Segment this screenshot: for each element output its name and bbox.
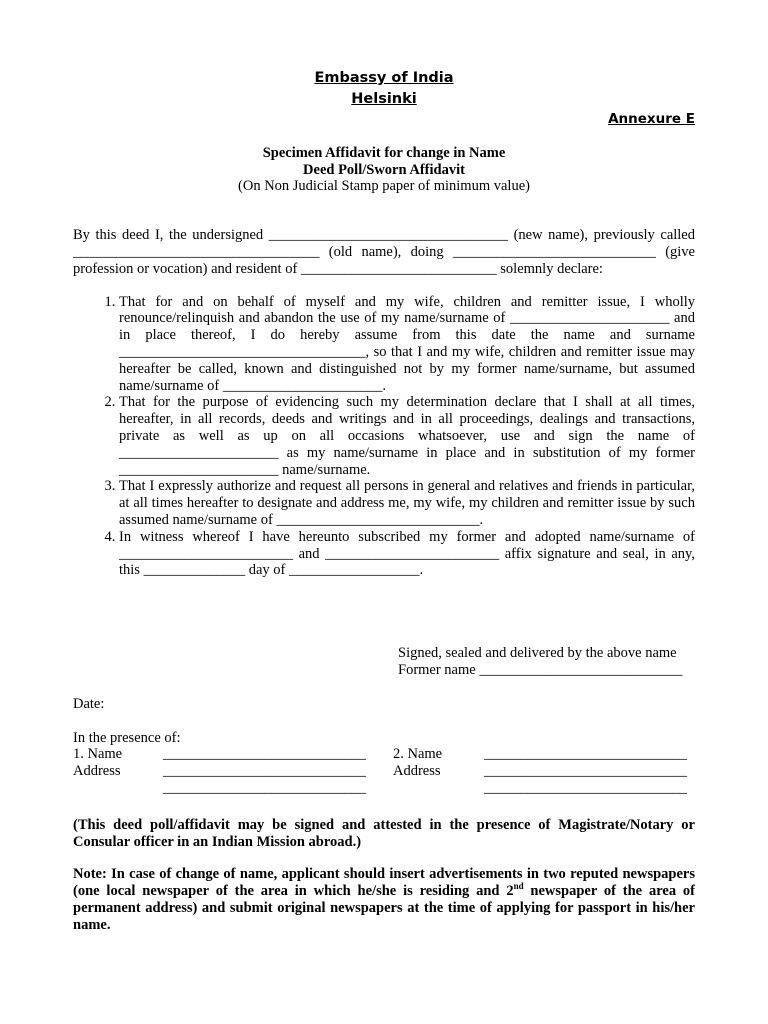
witness1-address-blank: ____________________________	[163, 763, 366, 780]
note-text-2: newspaper of the area of permanent address) and submit original newspapers at the time of applying for passport in his/her name.	[73, 883, 695, 933]
witness1-address-label: Address	[73, 763, 121, 780]
intro-paragraph: By this deed I, the undersigned _________________________________ (new name), previously called __________________________________ (old name), doing ____________________________ (give profession or vocation) and resident of ___________________________ solemnly declare:	[73, 227, 695, 277]
presence-label: In the presence of:	[73, 729, 181, 746]
witness1-name-blank: ____________________________	[163, 746, 366, 763]
declaration-item-1: 1. That for and on behalf of myself and my wife, children and remitter issue, I wholly renounce/relinquish and abandon the use of my name/surname of ______________________ and in place thereof, I do hereby assume from this date the name and surname __________________________________, so that I and my wife, children and remitter issue may hereafter be called, known and distinguished not by my former name/surname, but assumed name/surname of ______________________.	[119, 294, 695, 395]
former-name-line: Former name ____________________________	[398, 661, 683, 678]
witness1-address-blank-2: ____________________________	[163, 779, 366, 796]
witness2-address-blank: ____________________________	[484, 763, 687, 780]
signed-line: Signed, sealed and delivered by the above name	[398, 645, 677, 662]
attestation-note: (This deed poll/affidavit may be signed and attested in the presence of Magistrate/Notary or Consular officer in an Indian Mission abroad.)	[73, 816, 695, 850]
signature-block	[398, 645, 695, 679]
witness1-name-label: 1. Name	[73, 746, 123, 763]
embassy-title: Embassy of India	[314, 70, 454, 86]
witness2-address-label: Address	[393, 763, 441, 780]
declaration-item-3: 3. That I expressly authorize and request all persons in general and relatives and friends in particular, at all times hereafter to designate and address me, my wife, my children and remitter issue by such assumed name/surname of ____________________________.	[119, 478, 695, 528]
date-label: Date:	[73, 695, 105, 712]
document-page	[73, 68, 695, 933]
declaration-list	[73, 294, 695, 580]
witness2-name-label: 2. Name	[393, 746, 443, 763]
declaration-item-2: 2. That for the purpose of evidencing such my determination declare that I shall at all times, hereafter, in all records, deeds and writings and in all proceedings, dealings and transactions, private as well as up on all occasions whatsoever, use and sign the name of ______________________ as my name/surname in place and in substitution of my former ______________________ name/surname.	[119, 394, 695, 478]
title-line-3: (On Non Judicial Stamp paper of minimum value)	[238, 178, 530, 195]
witness-address-row	[73, 763, 695, 780]
annexure-label: Annexure E	[608, 111, 695, 127]
note-superscript: nd	[513, 881, 524, 892]
witness-address-row-2	[73, 780, 695, 797]
declaration-item-4: 4. In witness whereof I have hereunto subscribed my former and adopted name/surname of ________________________ and ________________________ affix signature and seal, in any, this ______________ day of __________________.	[119, 529, 695, 579]
note-paragraph	[73, 866, 695, 933]
title-line-2: Deed Poll/Sworn Affidavit	[303, 161, 465, 178]
title-line-1: Specimen Affidavit for change in Name	[262, 144, 506, 161]
witness2-address-blank-2: ____________________________	[484, 779, 687, 796]
embassy-city: Helsinki	[351, 91, 417, 107]
note-text-1: Note: In case of change of name, applicant should insert advertisements in two reputed newspapers (one local newspaper of the area in which he/she is residing and 2	[73, 866, 695, 900]
witness2-name-blank: ____________________________	[484, 746, 687, 763]
witness-block	[73, 730, 695, 797]
witness-name-row	[73, 746, 695, 763]
affidavit-title	[73, 145, 695, 195]
